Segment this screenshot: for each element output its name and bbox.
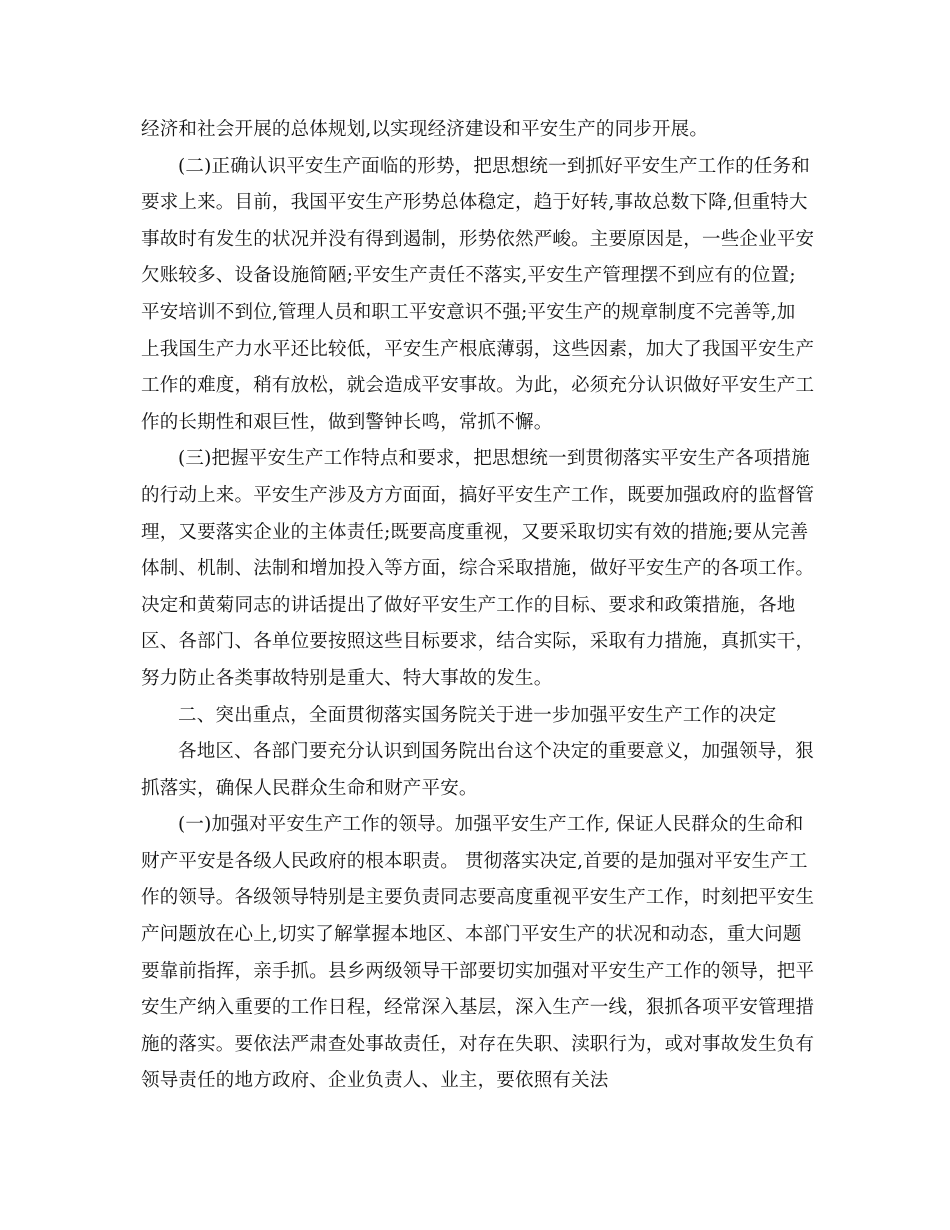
text-line: 安生产纳入重要的工作日程，经常深入基层，深入生产一线，狠抓各项平安管理措 — [141, 997, 815, 1019]
text-line: (二)正确认识平安生产面临的形势，把思想统一到抓好平安生产工作的任务和 — [178, 155, 810, 177]
text-line: 决定和黄菊同志的讲话提出了做好平安生产工作的目标、要求和政策措施，各地 — [141, 594, 796, 616]
text-line: 作的领导。各级领导特别是主要负责同志要高度重视平安生产工作，时刻把平安生 — [141, 887, 815, 909]
text-line: 区、各部门、各单位要按照这些目标要求，结合实际，采取有力措施，真抓实干， — [141, 631, 815, 653]
text-line: 作的长期性和艰巨性，做到警钟长鸣，常抓不懈。 — [141, 411, 553, 433]
text-line: 各地区、各部门要充分认识到国务院出台这个决定的重要意义，加强领导，狠 — [178, 741, 814, 763]
text-line: 要求上来。目前，我国平安生产形势总体稳定，趋于好转,事故总数下降,但重特大 — [141, 192, 808, 214]
text-line: 上我国生产力水平还比较低，平安生产根底薄弱，这些因素，加大了我国平安生产 — [141, 338, 815, 360]
body-text — [141, 112, 813, 1100]
text-line: 抓落实，确保人民群众生命和财产平安。 — [141, 777, 478, 799]
text-line: 的行动上来。平安生产涉及方方面面，搞好平安生产工作，既要加强政府的监督管 — [141, 484, 815, 506]
text-line: 体制、机制、法制和增加投入等方面，综合采取措施，做好平安生产的各项工作。 — [141, 558, 815, 580]
text-line: 事故时有发生的状况并没有得到遏制，形势依然严峻。主要原因是，一些企业平安 — [141, 228, 815, 250]
text-line: 经济和社会开展的总体规划,以实现经济建设和平安生产的同步开展。 — [141, 119, 709, 140]
text-line: 理，又要落实企业的主体责任;既要高度重视，又要采取切实有效的措施;要从完善 — [141, 521, 809, 543]
text-line: 财产平安是各级人民政府的根本职责。 贯彻落实决定,首要的是加强对平安生产工 — [141, 850, 808, 872]
text-line: 产问题放在心上,切实了解掌握本地区、本部门平安生产的状况和动态，重大问题 — [141, 924, 802, 946]
text-line: (一)加强对平安生产工作的领导。加强平安生产工作, 保证人民群众的生命和 — [178, 814, 804, 836]
text-line: 二、突出重点，全面贯彻落实国务院关于进一步加强平安生产工作的决定 — [178, 704, 777, 726]
text-line: (三)把握平安生产工作特点和要求，把思想统一到贯彻落实平安生产各项措施 — [178, 448, 810, 470]
text-line: 要靠前指挥，亲手抓。县乡两级领导干部要切实加强对平安生产工作的领导，把平 — [141, 960, 815, 982]
text-line: 施的落实。要依法严肃查处事故责任，对存在失职、渎职行为，或对事故发生负有 — [141, 1033, 815, 1055]
text-line: 欠账较多、设备设施简陋;平安生产责任不落实,平安生产管理摆不到应有的位置; — [141, 265, 796, 287]
text-line: 努力防止各类事故特别是重大、特大事故的发生。 — [141, 667, 553, 689]
text-line: 平安培训不到位,管理人员和职工平安意识不强;平安生产的规章制度不完善等,加 — [141, 301, 796, 323]
text-line: 工作的难度，稍有放松，就会造成平安事故。为此，必须充分认识做好平安生产工 — [141, 375, 815, 397]
text-line: 领导责任的地方政府、企业负责人、业主，要依照有关法 — [141, 1070, 609, 1092]
